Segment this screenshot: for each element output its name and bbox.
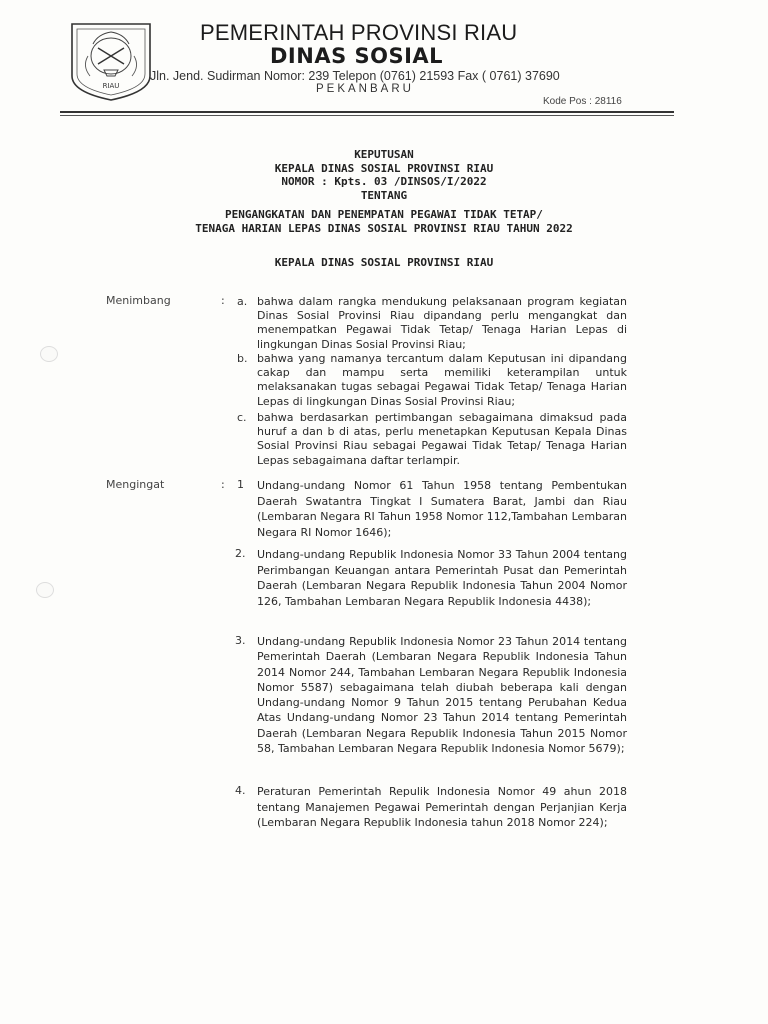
decree-number: NOMOR : Kpts. 03 /DINSOS/I/2022 — [281, 175, 487, 188]
letterhead-rule-thick — [60, 111, 674, 113]
mengingat-item-1: Undang-undang Nomor 61 Tahun 1958 tentang Pembentukan Daerah Swatantra Tingkat I Sumatera Barat, Jambi dan Riau (Lembaran Negara RI Tahun 1958 Nomor 112,Tambahan Lembaran Negara RI Nomor 1646); — [257, 479, 627, 539]
decree-subject-line1: PENGANGKATAN DAN PENEMPATAN PEGAWAI TIDAK TETAP/ — [225, 208, 543, 221]
menimbang-colon: : — [221, 294, 225, 307]
letterhead-city: PEKANBARU — [316, 83, 414, 95]
mengingat-marker-1: 1 — [237, 478, 244, 491]
menimbang-marker-a: a. — [237, 295, 248, 308]
decree-heading-line1: KEPUTUSAN — [354, 148, 414, 161]
menimbang-label: Menimbang — [106, 294, 171, 307]
mengingat-marker-3: 3. — [235, 634, 246, 647]
mengingat-item-3: Undang-undang Republik Indonesia Nomor 23 Tahun 2014 tentang Pemerintah Daerah (Lembaran Negara Republik Indonesia Tahun 2014 Nomor 244, Tambahan Lembaran Negara Republik Indonesia Nomor 5587) sebagaimana telah diubah beberapa kali dengan Undang-undang Nomor 9 Tahun 2015 tentang Perubahan Kedua Atas Undang-undang Nomor 23 Tahun 2014 tentang Pemerintah Daerah (Lembaran Negara Republik Indonesia Tahun 2015 Nomor 58, Tambahan Lembaran Negara Republik Indonesia Nomor 5679); — [257, 635, 627, 756]
mengingat-item-4: Peraturan Pemerintah Repulik Indonesia Nomor 49 ahun 2018 tentang Manajemen Pegawai Pemerintah dengan Perjanjian Kerja (Lembaran Negara Republik Indonesia tahun 2018 Nomor 224); — [257, 785, 627, 829]
letterhead-subtitle: DINAS SOSIAL — [270, 44, 444, 68]
punch-hole-mark — [40, 346, 58, 362]
decree-heading — [0, 148, 768, 202]
letterhead-rule-thin — [60, 115, 674, 116]
menimbang-item-c: bahwa berdasarkan pertimbangan sebagaimana dimaksud pada huruf a dan b di atas, perlu menetapkan Keputusan Kepala Dinas Sosial Provinsi Riau sebagai Pegawai Tidak Tetap/ Tenaga Harian Lepas sebagaimana daftar terlampir. — [257, 411, 627, 467]
decree-subject-line2: TENAGA HARIAN LEPAS DINAS SOSIAL PROVINSI RIAU TAHUN 2022 — [195, 222, 573, 235]
riau-emblem-logo — [68, 20, 154, 102]
menimbang-item-b: bahwa yang namanya tercantum dalam Keputusan ini dipandang cakap dan mampu serta memiliki keterampilan untuk melaksanakan tugas sebagai Pegawai Tidak Tetap/ Tenaga Harian Lepas di lingkungan Dinas Sosial Provinsi Riau; — [257, 352, 627, 408]
decree-issuer: KEPALA DINAS SOSIAL PROVINSI RIAU — [274, 256, 494, 269]
mengingat-colon: : — [221, 478, 225, 491]
letterhead-address: Jln. Jend. Sudirman Nomor: 239 Telepon (0761) 21593 Fax ( 0761) 37690 — [150, 69, 560, 83]
mengingat-label: Mengingat — [106, 478, 165, 491]
mengingat-item-2: Undang-undang Republik Indonesia Nomor 33 Tahun 2004 tentang Perimbangan Keuangan antara Pemerintah Pusat dan Pemerintah Daerah (Lembaran Negara Republik Indonesia Tahun 2004 Nomor 126, Tambahan Lembaran Negara Republik Indonesia 4438); — [257, 548, 627, 608]
logo-label: RIAU — [102, 82, 120, 90]
letterhead-title: PEMERINTAH PROVINSI RIAU — [200, 20, 518, 45]
punch-hole-mark — [36, 582, 54, 598]
menimbang-item-a: bahwa dalam rangka mendukung pelaksanaan program kegiatan Dinas Sosial Provinsi Riau dipandang perlu mengangkat dan menempatkan Pegawai Tidak Tetap/ Tenaga Harian Lepas di lingkungan Dinas Sosial Provinsi Riau; — [257, 295, 627, 351]
menimbang-marker-b: b. — [237, 352, 248, 365]
decree-heading-tentang: TENTANG — [360, 188, 408, 202]
decree-subject — [0, 208, 768, 236]
menimbang-marker-c: c. — [237, 411, 247, 424]
letterhead-postal-code: Kode Pos : 28116 — [543, 96, 622, 107]
mengingat-marker-2: 2. — [235, 547, 246, 560]
mengingat-marker-4: 4. — [235, 784, 246, 797]
decree-heading-line2: KEPALA DINAS SOSIAL PROVINSI RIAU — [274, 161, 494, 175]
